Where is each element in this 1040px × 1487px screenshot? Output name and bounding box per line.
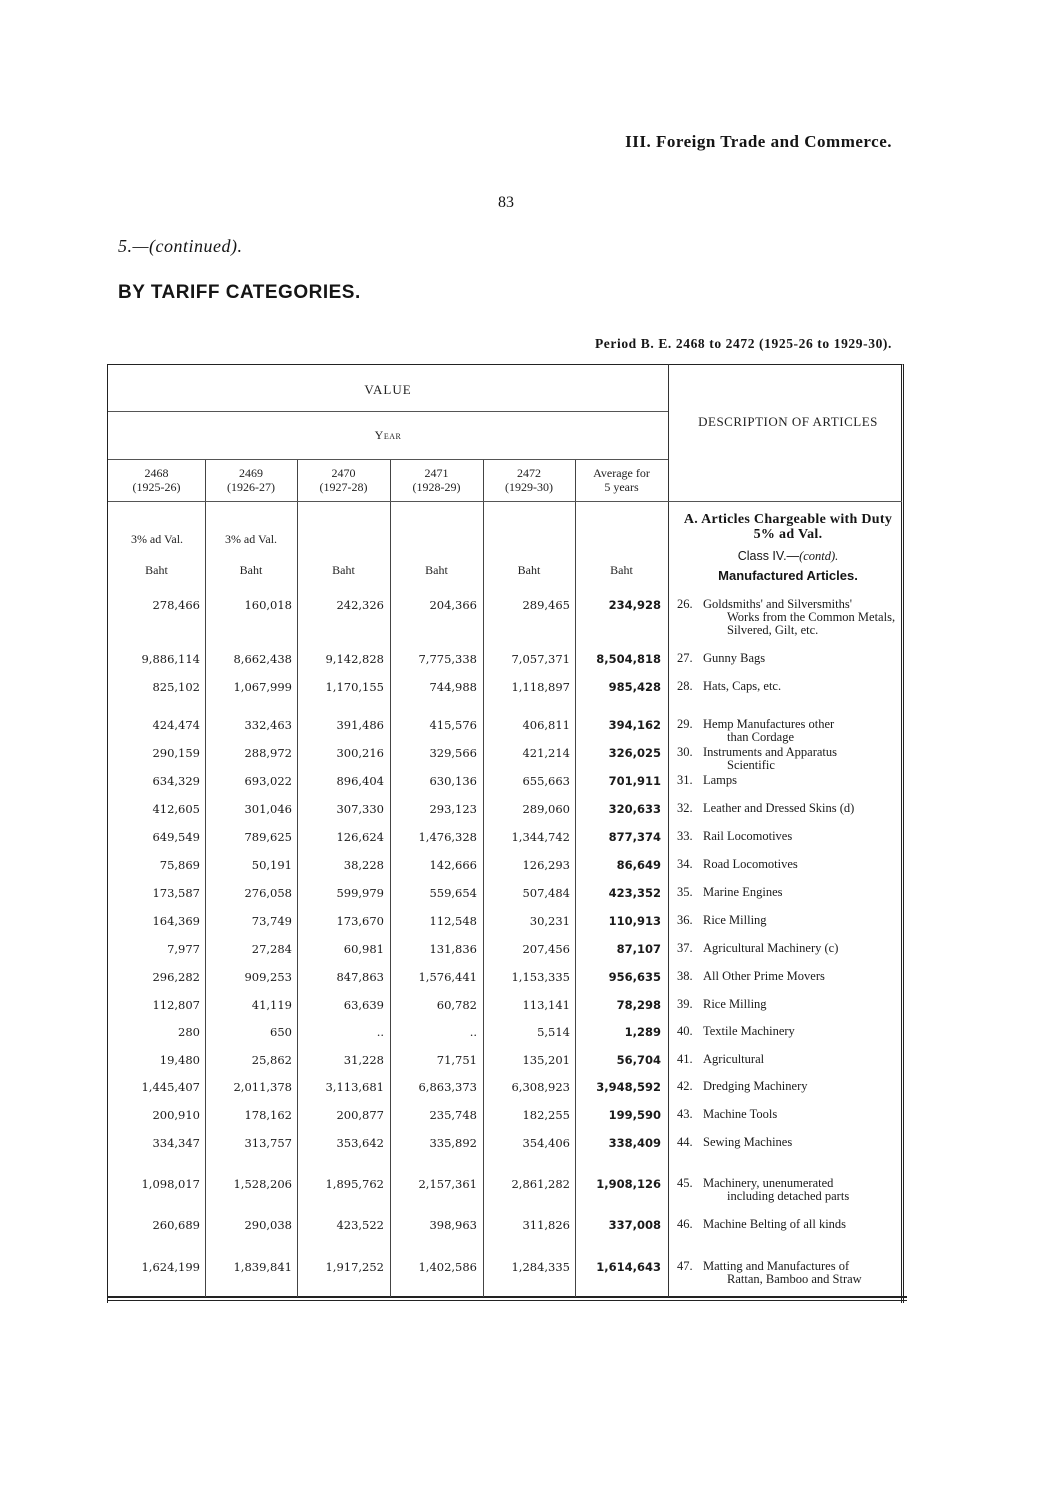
value-cell: 649,549 [152, 830, 200, 844]
article-number: 36. [677, 913, 693, 927]
value-cell: 412,605 [152, 802, 200, 816]
value-cell: 744,988 [429, 680, 477, 694]
year-label: 2468 [144, 466, 169, 480]
value-cell: 178,162 [244, 1108, 292, 1122]
value-cell: 1,402,586 [418, 1260, 477, 1274]
article-name: Agricultural [703, 1052, 765, 1066]
value-cell: 25,862 [251, 1053, 292, 1067]
average-cell: 985,428 [608, 680, 661, 694]
value-cell: 423,522 [336, 1218, 384, 1232]
value-cell: 293,123 [429, 802, 477, 816]
article-name: Agricultural Machinery (c) [703, 941, 839, 955]
average-cell: 1,614,643 [596, 1260, 661, 1274]
article-name: Dredging Machinery [703, 1079, 808, 1093]
value-cell: 204,366 [429, 598, 477, 612]
article-number: 38. [677, 969, 693, 983]
article-name: Gunny Bags [703, 651, 766, 665]
column-divider [483, 459, 484, 1297]
article-description [677, 1218, 899, 1231]
value-cell: 313,757 [244, 1136, 292, 1150]
value-cell: 290,038 [244, 1218, 292, 1232]
article-number: 26. [677, 597, 693, 611]
article-name: Marine Engines [703, 885, 783, 899]
year-header-2470 [297, 466, 390, 494]
value-cell: 1,098,017 [141, 1177, 200, 1191]
header-rule [108, 411, 668, 412]
header-rule [108, 459, 668, 460]
average-cell: 56,704 [616, 1053, 661, 1067]
value-cell: 1,284,335 [511, 1260, 570, 1274]
article-description [677, 746, 899, 772]
article-number: 37. [677, 941, 693, 955]
value-cell: 7,775,338 [418, 652, 477, 666]
year-range: (1928-29) [412, 480, 461, 494]
year-label: 2472 [517, 466, 541, 480]
average-cell: 877,374 [608, 830, 661, 844]
column-divider [668, 364, 669, 1297]
article-name: All Other Prime Movers [703, 969, 825, 983]
value-cell: 2,011,378 [233, 1080, 292, 1094]
value-cell: 207,456 [522, 942, 570, 956]
value-cell: 113,141 [522, 998, 570, 1012]
value-cell: 650 [270, 1025, 292, 1039]
value-cell: 1,344,742 [511, 830, 570, 844]
value-cell: 112,548 [429, 914, 477, 928]
value-cell: .. [376, 1025, 384, 1039]
article-description [677, 886, 899, 899]
value-cell: 5,514 [537, 1025, 570, 1039]
value-cell: 1,445,407 [141, 1080, 200, 1094]
column-divider [205, 459, 206, 1297]
year-header-2471 [390, 466, 483, 494]
article-name: Hemp Manufactures other [703, 717, 835, 731]
page-number: 83 [498, 194, 514, 211]
article-name: Matting and Manufactures of [703, 1259, 850, 1273]
article-number: 39. [677, 997, 693, 1011]
value-cell: 164,369 [152, 914, 200, 928]
value-cell: 354,406 [522, 1136, 570, 1150]
article-description [677, 830, 899, 843]
value-cell: 825,102 [152, 680, 200, 694]
article-number: 33. [677, 829, 693, 843]
rate-label: 3% ad Val. [224, 532, 278, 546]
value-cell: 335,892 [429, 1136, 477, 1150]
value-cell: 280 [178, 1025, 200, 1039]
article-description [677, 1177, 899, 1203]
average-cell: 3,948,592 [596, 1080, 661, 1094]
value-cell: 2,157,361 [418, 1177, 477, 1191]
value-cell: 1,170,155 [325, 680, 384, 694]
value-cell: 290,159 [152, 746, 200, 760]
average-label: Average for [593, 466, 650, 480]
value-cell: .. [469, 1025, 477, 1039]
value-cell: 8,662,438 [233, 652, 292, 666]
class-label: Class IV.— [737, 549, 800, 563]
average-cell: 956,635 [608, 970, 661, 984]
average-cell: 320,633 [608, 802, 661, 816]
article-number: 30. [677, 745, 693, 759]
average-cell: 423,352 [608, 886, 661, 900]
article-name: Rail Locomotives [703, 829, 793, 843]
average-cell: 110,913 [608, 914, 661, 928]
value-cell: 307,330 [336, 802, 384, 816]
value-cell: 242,326 [336, 598, 384, 612]
article-name-continued: Scientific [727, 758, 775, 772]
value-cell: 200,877 [336, 1108, 384, 1122]
value-cell: 406,811 [522, 718, 570, 732]
year-range: (1929-30) [505, 480, 553, 494]
group-heading: Manufactured Articles. [718, 568, 858, 583]
value-cell: 173,587 [152, 886, 200, 900]
period-label: Period B. E. 2468 to 2472 (1925-26 to 1929-30). [594, 336, 892, 351]
article-number: 31. [677, 773, 693, 787]
value-cell: 142,666 [429, 858, 477, 872]
year-header-2468 [108, 466, 205, 494]
value-cell: 1,917,252 [325, 1260, 384, 1274]
value-cell: 630,136 [429, 774, 477, 788]
article-description [677, 1025, 899, 1038]
article-description [677, 1108, 899, 1121]
average-cell: 8,504,818 [596, 652, 661, 666]
value-cell: 289,060 [522, 802, 570, 816]
article-description [677, 652, 899, 665]
value-cell: 789,625 [244, 830, 292, 844]
article-number: 46. [677, 1217, 693, 1231]
article-name: Instruments and Apparatus [703, 745, 838, 759]
article-number: 27. [677, 651, 693, 665]
article-number: 40. [677, 1024, 693, 1038]
value-cell: 276,058 [244, 886, 292, 900]
average-cell: 394,162 [608, 718, 661, 732]
average-cell: 199,590 [608, 1108, 661, 1122]
value-cell: 126,293 [522, 858, 570, 872]
article-number: 28. [677, 679, 693, 693]
value-cell: 7,977 [167, 942, 200, 956]
value-cell: 421,214 [522, 746, 570, 760]
column-divider [575, 459, 576, 1297]
average-cell: 234,928 [608, 598, 661, 612]
continued-heading: 5.—(continued). [118, 236, 243, 256]
article-description [677, 598, 899, 637]
value-cell: 135,201 [522, 1053, 570, 1067]
article-description [677, 1136, 899, 1149]
value-cell: 896,404 [336, 774, 384, 788]
value-header: VALUE [364, 382, 412, 397]
average-cell: 87,107 [616, 942, 661, 956]
value-cell: 30,231 [529, 914, 570, 928]
column-divider [390, 459, 391, 1297]
value-cell: 1,839,841 [233, 1260, 292, 1274]
article-number: 35. [677, 885, 693, 899]
article-description [677, 774, 899, 787]
value-cell: 63,639 [343, 998, 384, 1012]
article-name: Machine Belting of all kinds [703, 1217, 847, 1231]
average-cell: 1,289 [624, 1025, 661, 1039]
value-cell: 112,807 [152, 998, 200, 1012]
value-cell: 50,191 [251, 858, 292, 872]
value-cell: 38,228 [343, 858, 384, 872]
value-cell: 847,863 [336, 970, 384, 984]
value-cell: 398,963 [429, 1218, 477, 1232]
description-header: DESCRIPTION OF ARTICLES [698, 414, 878, 429]
value-cell: 41,119 [251, 998, 292, 1012]
value-cell: 27,284 [251, 942, 292, 956]
year-label: 2471 [424, 466, 449, 480]
article-number: 29. [677, 717, 693, 731]
value-cell: 296,282 [152, 970, 200, 984]
average-cell: 338,409 [608, 1136, 661, 1150]
article-name: Machinery, unenumerated [703, 1176, 834, 1190]
article-name: Rice Milling [703, 997, 767, 1011]
article-number: 41. [677, 1052, 693, 1066]
average-header [575, 466, 668, 494]
value-cell: 60,782 [436, 998, 477, 1012]
article-name: Hats, Caps, etc. [703, 679, 782, 693]
category-heading: A. Articles Chargeable with Duty 5% ad Val. [683, 512, 893, 542]
unit-label: Baht [517, 563, 541, 577]
article-description [677, 970, 899, 983]
value-cell: 507,484 [522, 886, 570, 900]
unit-label: Baht [239, 563, 263, 577]
unit-label: Baht [332, 563, 355, 577]
value-cell: 391,486 [336, 718, 384, 732]
value-cell: 19,480 [159, 1053, 200, 1067]
value-cell: 6,308,923 [511, 1080, 570, 1094]
article-description [677, 718, 899, 744]
value-cell: 329,566 [429, 746, 477, 760]
value-cell: 2,861,282 [511, 1177, 570, 1191]
value-cell: 334,347 [152, 1136, 200, 1150]
article-description [677, 802, 899, 815]
average-cell: 78,298 [616, 998, 661, 1012]
article-description [677, 998, 899, 1011]
value-cell: 634,329 [152, 774, 200, 788]
value-cell: 1,067,999 [233, 680, 292, 694]
value-cell: 693,022 [244, 774, 292, 788]
value-cell: 173,670 [336, 914, 384, 928]
value-cell: 301,046 [244, 802, 292, 816]
article-name-continued: than Cordage [727, 730, 794, 744]
article-description [677, 914, 899, 927]
value-cell: 6,863,373 [418, 1080, 477, 1094]
value-cell: 1,528,206 [233, 1177, 292, 1191]
year-range: (1927-28) [319, 480, 368, 494]
article-name: Machine Tools [703, 1107, 778, 1121]
unit-label: Baht [425, 563, 448, 577]
year-label: 2470 [331, 466, 356, 480]
value-cell: 235,748 [429, 1108, 477, 1122]
year-header-2469 [205, 466, 297, 494]
article-description [677, 1260, 899, 1286]
article-number: 43. [677, 1107, 693, 1121]
value-cell: 655,663 [522, 774, 570, 788]
value-cell: 1,895,762 [325, 1177, 384, 1191]
article-name: Goldsmiths' and Silversmiths' [703, 597, 852, 611]
article-number: 45. [677, 1176, 693, 1190]
rate-label: 3% ad Val. [130, 532, 184, 546]
value-cell: 1,118,897 [511, 680, 570, 694]
article-description [677, 680, 899, 693]
value-cell: 73,749 [251, 914, 292, 928]
article-name-continued: including detached parts [727, 1189, 850, 1203]
value-cell: 1,624,199 [141, 1260, 200, 1274]
value-cell: 31,228 [343, 1053, 384, 1067]
year-header-2472 [483, 466, 575, 494]
header-rule [108, 501, 902, 502]
article-number: 44. [677, 1135, 693, 1149]
value-cell: 1,576,441 [418, 970, 477, 984]
average-cell: 326,025 [608, 746, 661, 760]
article-description [677, 1080, 899, 1093]
article-number: 47. [677, 1259, 693, 1273]
article-description [677, 1053, 899, 1066]
value-cell: 311,826 [522, 1218, 570, 1232]
average-cell: 701,911 [608, 774, 661, 788]
article-number: 42. [677, 1079, 693, 1093]
article-name: Lamps [703, 773, 738, 787]
value-cell: 126,624 [336, 830, 384, 844]
value-cell: 332,463 [244, 718, 292, 732]
article-name: Leather and Dressed Skins (d) [703, 801, 855, 815]
value-cell: 75,869 [159, 858, 200, 872]
average-cell: 86,649 [616, 858, 661, 872]
value-cell: 599,979 [336, 886, 384, 900]
unit-label: Baht [610, 563, 633, 577]
value-cell: 9,886,114 [141, 652, 200, 666]
average-range: 5 years [604, 480, 639, 494]
value-cell: 7,057,371 [511, 652, 570, 666]
table-bottom-rule [107, 1296, 907, 1301]
article-description [677, 942, 899, 955]
section-title: III. Foreign Trade and Commerce. [625, 132, 892, 151]
value-cell: 200,910 [152, 1108, 200, 1122]
article-description [677, 858, 899, 871]
value-cell: 1,476,328 [418, 830, 477, 844]
value-cell: 288,972 [244, 746, 292, 760]
value-cell: 559,654 [429, 886, 477, 900]
article-name: Road Locomotives [703, 857, 798, 871]
value-cell: 131,836 [429, 942, 477, 956]
value-cell: 160,018 [244, 598, 292, 612]
year-label: 2469 [239, 466, 263, 480]
year-header: Year [374, 428, 402, 442]
value-cell: 289,465 [522, 598, 570, 612]
class-contd: (contd). [799, 549, 839, 563]
value-cell: 278,466 [152, 598, 200, 612]
value-cell: 9,142,828 [325, 652, 384, 666]
value-cell: 300,216 [336, 746, 384, 760]
article-name: Textile Machinery [703, 1024, 795, 1038]
average-cell: 337,008 [608, 1218, 661, 1232]
value-cell: 3,113,681 [325, 1080, 384, 1094]
value-cell: 71,751 [436, 1053, 477, 1067]
column-divider [297, 459, 298, 1297]
value-cell: 424,474 [152, 718, 200, 732]
subtitle: BY TARIFF CATEGORIES. [118, 282, 361, 303]
article-name: Rice Milling [703, 913, 767, 927]
value-cell: 353,642 [336, 1136, 384, 1150]
year-range: (1925-26) [132, 480, 181, 494]
year-range: (1926-27) [227, 480, 275, 494]
value-cell: 1,153,335 [511, 970, 570, 984]
average-cell: 1,908,126 [596, 1177, 661, 1191]
unit-label: Baht [145, 563, 168, 577]
value-cell: 909,253 [244, 970, 292, 984]
class-heading [677, 549, 899, 564]
value-cell: 260,689 [152, 1218, 200, 1232]
article-name: Sewing Machines [703, 1135, 793, 1149]
article-number: 32. [677, 801, 693, 815]
value-cell: 60,981 [343, 942, 384, 956]
value-cell: 182,255 [522, 1108, 570, 1122]
article-name-continued: Works from the Common Metals, Silvered, Gilt, etc. [727, 610, 896, 637]
article-number: 34. [677, 857, 693, 871]
article-name-continued: Rattan, Bamboo and Straw [727, 1272, 862, 1286]
value-cell: 415,576 [429, 718, 477, 732]
